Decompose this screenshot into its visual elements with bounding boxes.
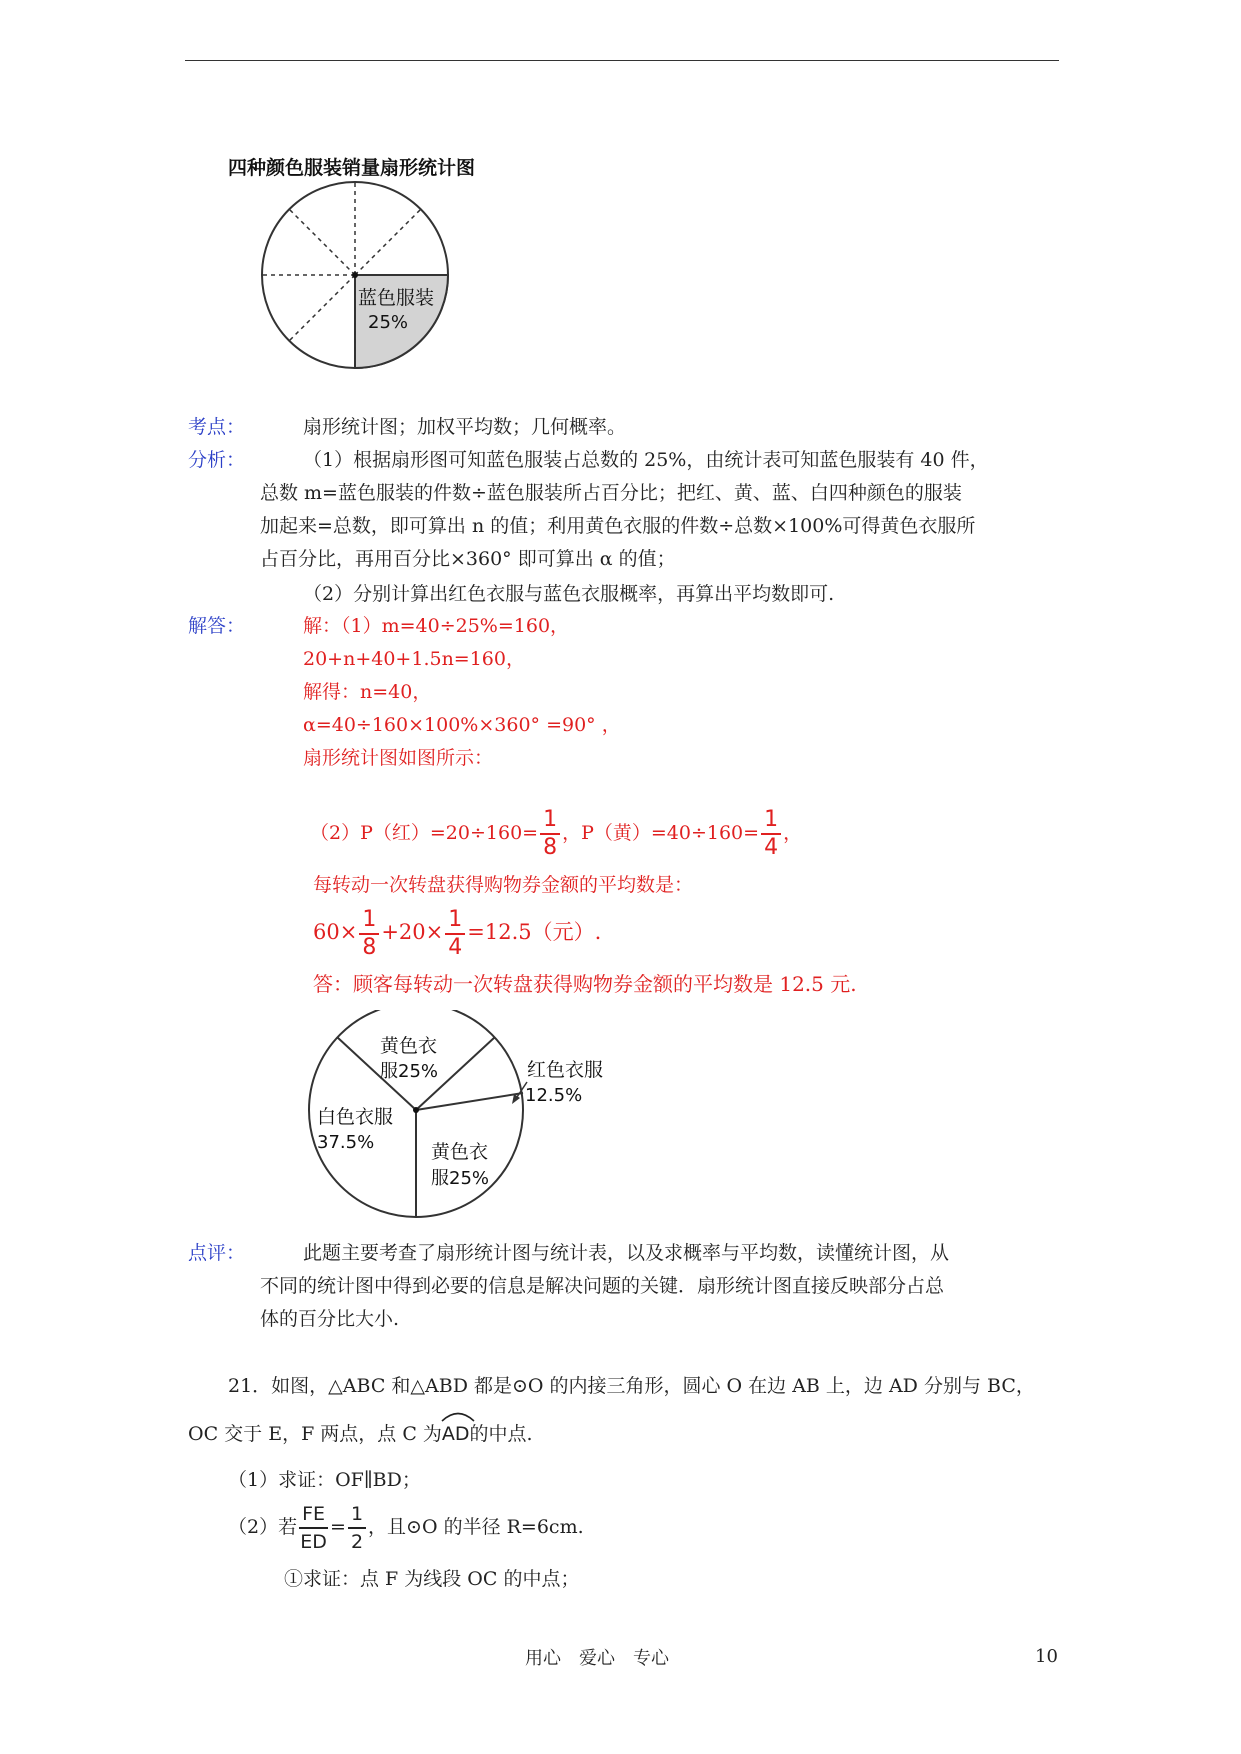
q21-line-2a: OC 交于 E，F 两点，点 C 为 [188, 1423, 442, 1445]
fenxi-label: 分析： [188, 449, 246, 471]
kaodian-row [188, 411, 245, 443]
pie-1-center [352, 272, 358, 278]
jieda-line-4: α=40÷160×100%×360° =90° ， [303, 714, 621, 736]
pie-2-yellow-bot-1: 黄色衣 [431, 1141, 489, 1163]
pie-2-red-2: 12.5% [525, 1085, 583, 1106]
jieda-line-2: 20+n+40+1.5n=160， [303, 648, 525, 670]
frac-fe-ed [299, 1501, 328, 1555]
calc-a: 60× [313, 920, 358, 944]
frac-den: ED [300, 1531, 327, 1553]
frac-num: FE [299, 1501, 328, 1529]
jieda-line-3: 解得：n=40， [303, 681, 432, 703]
arc-ad-text: AD [441, 1423, 470, 1445]
q21-part-2b: ，且⊙O 的半径 R=6cm. [368, 1516, 584, 1538]
q21-sub-1: ①求证：点 F 为线段 OC 的中点； [284, 1568, 580, 1590]
kaodian-label: 考点： [188, 416, 246, 438]
fenxi-line-3: 加起来=总数，即可算出 n 的值；利用黄色衣服的件数÷总数×100%可得黄色衣服所 [260, 515, 976, 537]
frac-half [348, 1501, 366, 1555]
frac-num: 1 [348, 1501, 366, 1529]
calc-c: =12.5（元）. [467, 920, 602, 944]
pie-2-yellow-top-2: 服25% [380, 1061, 439, 1082]
prob-yellow-text: ，P（黄）=40÷160= [562, 822, 760, 844]
q21-line-1: 21．如图，△ABC 和△ABD 都是⊙O 的内接三角形，圆心 O 在边 AB 上，边 AD 分别与 BC， [228, 1375, 1035, 1397]
frac-one-quarter-2 [445, 907, 465, 961]
fenxi-line-2: 总数 m=蓝色服装的件数÷蓝色服装所占百分比；把红、黄、蓝、白四种颜色的服装 [260, 482, 962, 504]
q21-part-2 [228, 1500, 584, 1555]
frac-one-eighth-2 [359, 907, 379, 961]
pie-chart-1 [255, 180, 455, 380]
q21-line-2b: 的中点. [469, 1423, 533, 1445]
frac-num: 1 [445, 907, 465, 935]
avg-line: 每转动一次转盘获得购物券金额的平均数是： [313, 874, 694, 896]
fenxi-line-1: （1）根据扇形图可知蓝色服装占总数的 25%，由统计表可知蓝色服装有 40 件， [303, 449, 989, 471]
pie-1-slice-label: 蓝色服装 [358, 287, 435, 309]
arc-ad [442, 1418, 470, 1450]
page-number: 10 [1035, 1646, 1058, 1667]
pie-chart-2 [295, 1010, 635, 1230]
answer-line: 答：顾客每转动一次转盘获得购物券金额的平均数是 12.5 元. [313, 972, 857, 996]
calc-line [313, 905, 601, 961]
jieda-line-1: 解：（1）m=40÷25%=160， [303, 615, 570, 637]
fenxi-line-4: 占百分比，再用百分比×360° 即可算出 α 的值； [260, 548, 676, 570]
frac-num: 1 [540, 807, 560, 835]
frac-eq: = [330, 1516, 346, 1538]
kaodian-text: 扇形统计图；加权平均数；几何概率。 [303, 416, 627, 438]
pie-2-white-2: 37.5% [317, 1132, 375, 1153]
frac-den: 8 [362, 934, 377, 960]
calc-b: +20× [381, 920, 444, 944]
q21-part-2a: （2）若 [228, 1516, 298, 1538]
pie-chart-1-title: 四种颜色服装销量扇形统计图 [228, 157, 476, 179]
frac-den: 4 [448, 934, 463, 960]
header-rule [185, 60, 1059, 61]
jieda-label: 解答： [188, 615, 246, 637]
dianping-line-1: 此题主要考查了扇形统计图与统计表，以及求概率与平均数，读懂统计图，从 [303, 1242, 950, 1264]
q21-part-1: （1）求证：OF∥BD； [228, 1469, 421, 1491]
pie-2-yellow-bot-2: 服25% [431, 1168, 490, 1189]
pie-2-center [413, 1107, 419, 1113]
prob-red-text: （2）P（红）=20÷160= [310, 822, 539, 844]
frac-den: 2 [350, 1531, 364, 1553]
dianping-line-3: 体的百分比大小. [260, 1308, 400, 1330]
fenxi-line-5: （2）分别计算出红色衣服与蓝色衣服概率，再算出平均数即可. [303, 583, 835, 605]
dianping-label: 点评： [188, 1242, 246, 1264]
pie-2-yellow-top-1: 黄色衣 [380, 1035, 438, 1057]
footer-motto: 用心 爱心 专心 [525, 1648, 669, 1669]
jieda-line-5: 扇形统计图如图所示： [303, 747, 494, 769]
frac-den: 8 [543, 835, 558, 860]
pie-1-slice-pct: 25% [368, 312, 409, 333]
arc-symbol [440, 1410, 476, 1422]
pie-2-white-1: 白色衣服 [317, 1106, 394, 1128]
dianping-line-2: 不同的统计图中得到必要的信息是解决问题的关键．扇形统计图直接反映部分占总 [260, 1275, 945, 1297]
frac-one-quarter [761, 807, 781, 861]
prob-comma: ， [783, 822, 803, 844]
frac-num: 1 [359, 907, 379, 935]
frac-num: 1 [761, 807, 781, 835]
prob-line [310, 806, 802, 861]
q21-line-2 [188, 1418, 533, 1450]
frac-one-eighth [540, 807, 560, 861]
frac-den: 4 [764, 835, 779, 860]
pie-2-red-1: 红色衣服 [527, 1059, 604, 1081]
